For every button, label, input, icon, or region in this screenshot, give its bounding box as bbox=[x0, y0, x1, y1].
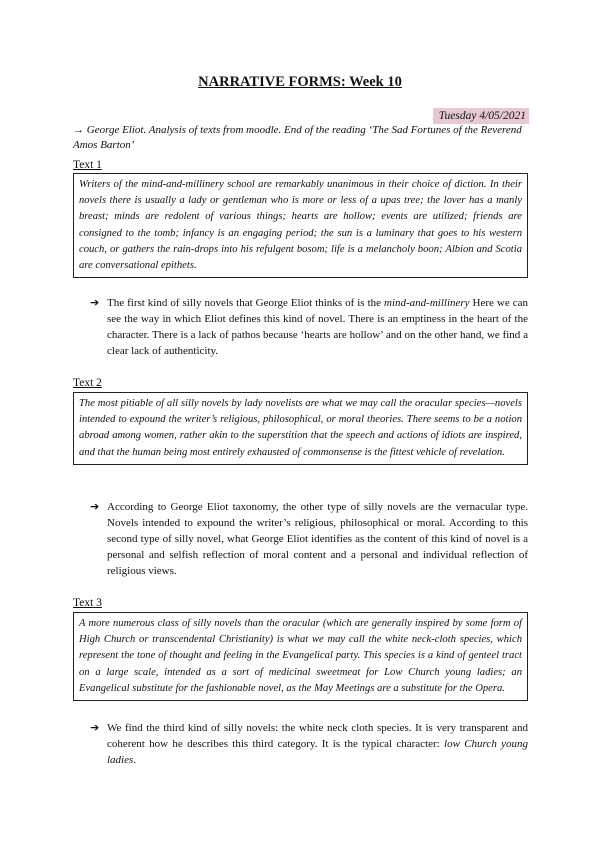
commentary-text: . bbox=[133, 754, 137, 766]
text-2-commentary bbox=[90, 499, 528, 579]
text-3-quote: A more numerous class of silly novels than the oracular (which are generally inspired by some form of High Church or transcendental Christianity) is what we may call the white neck-cloth species, which represent the tone of thought and feeling in the Evangelical party. This species is a kind of genteel tract on a large scale, intended as a sort of medicinal sweetmeat for Low Church young ladies; an Evangelical substitute for the fashionable novel, as the May Meetings are a substitute for the Opera. bbox=[73, 612, 528, 701]
arrow-bullet-icon: ➔ bbox=[90, 500, 100, 513]
text-1-commentary bbox=[90, 295, 528, 359]
text-2-quote: The most pitiable of all silly novels by lady novelists are what we may call the oracular species—novels intended to expound the writer’s religious, philosophical, or moral theories. There seems to be a notion abroad among women, rather akin to the superstition that the speech and actions of idiots are inspired, and that the human being most entirely exhausted of commonsense is the fittest vehicle of revelation. bbox=[73, 392, 528, 465]
commentary-emphasis: low Church young ladies bbox=[107, 738, 528, 766]
date-label: Tuesday 4/05/2021 bbox=[433, 108, 529, 124]
text-3-commentary bbox=[90, 720, 528, 768]
commentary-text: The first kind of silly novels that George Eliot thinks of is the bbox=[107, 297, 384, 309]
commentary-text: Here we can see the way in which Eliot defines this kind of novel. There is an emptiness in the heart of the character. There is a lack of pathos because ‘hearts are hollow’ and on the other hand, we find a clear lack of authenticity. bbox=[107, 297, 528, 357]
commentary-text: According to George Eliot taxonomy, the other type of silly novels are the vernacular type. Novels intended to expound the writer’s religious, philosophical or moral. According to this second type of silly novel, what George Eliot identifies as the content of this kind of novel is a personal and selfish reflection of moral content and a personal and individual reflection of religious views. bbox=[107, 501, 528, 577]
commentary-emphasis: mind-and-millinery bbox=[384, 297, 470, 309]
text-3-label: Text 3 bbox=[73, 597, 102, 609]
text-1-label: Text 1 bbox=[73, 159, 102, 171]
commentary-text: We find the third kind of silly novels: the white neck cloth species. It is very transparent and coherent how he describes this third category. It is the typical character: bbox=[107, 722, 528, 750]
arrow-bullet-icon: ➔ bbox=[90, 721, 100, 734]
page-title: NARRATIVE FORMS: Week 10 bbox=[198, 74, 402, 90]
text-2-label: Text 2 bbox=[73, 377, 102, 389]
arrow-bullet-icon: ➔ bbox=[90, 296, 100, 309]
intro-line: → George Eliot. Analysis of texts from moodle. End of the reading ‘The Sad Fortunes of the Reverend Amos Barton’ bbox=[73, 124, 522, 151]
text-1-quote: Writers of the mind-and-millinery school are remarkably unanimous in their choice of diction. In their novels there is usually a lady or gentleman who is more or less of a upas tree; the lover has a manly breast; minds are redolent of various things; hearts are hollow; events are utilized; friends are consigned to the tomb; infancy is an engaging period; the sun is a luminary that goes to his western couch, or gathers the rain-drops into his refulgent bosom; life is a melancholy boon; Albion and Scotia are conversational epithets. bbox=[73, 173, 528, 278]
